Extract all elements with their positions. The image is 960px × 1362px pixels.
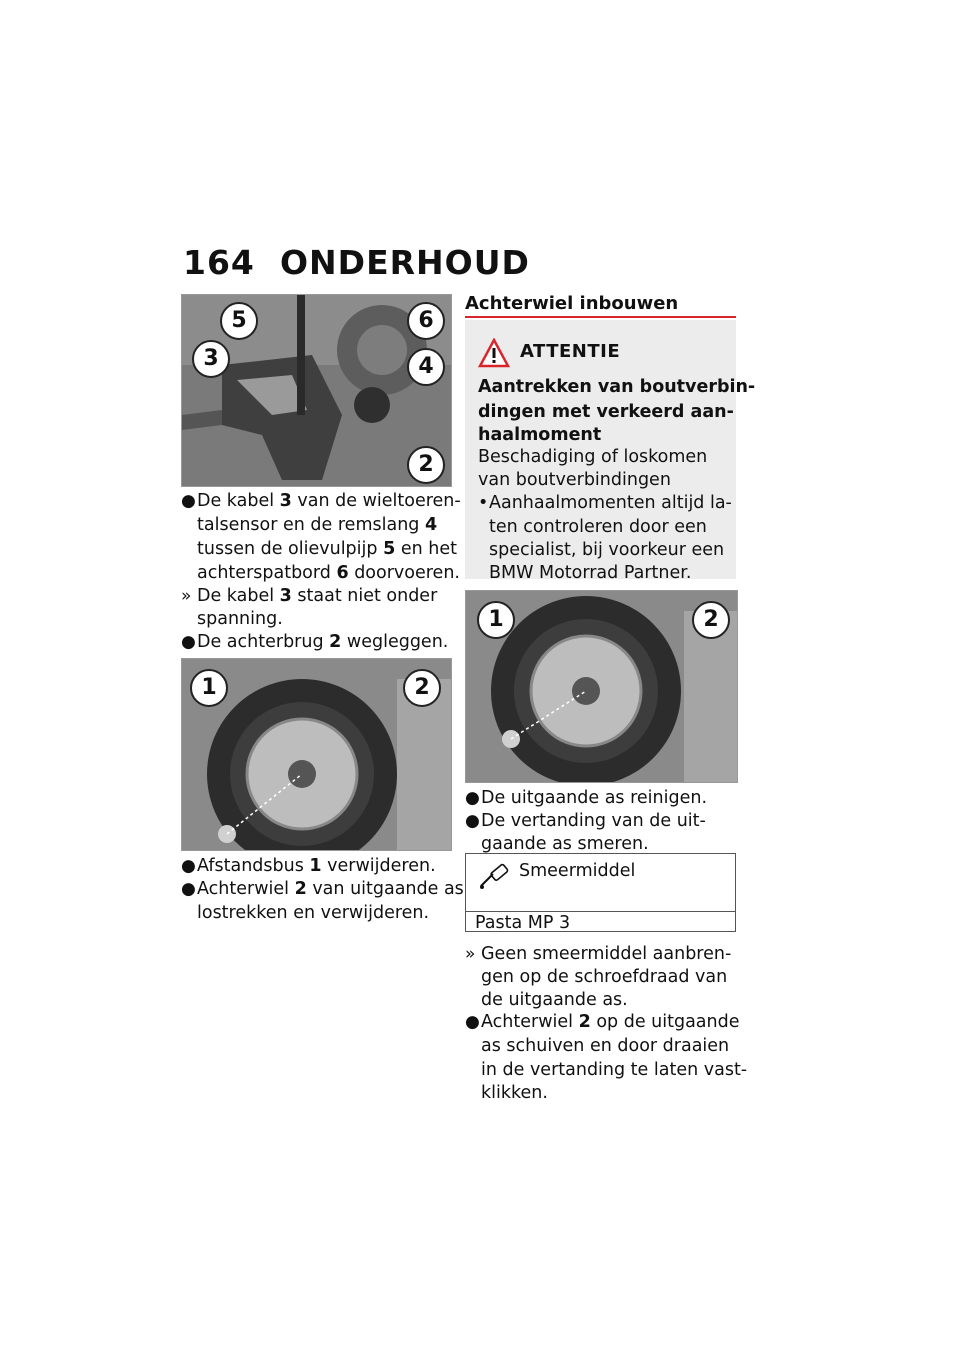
step-line: ● De kabel 3 van de wieltoeren-	[181, 491, 461, 511]
step-line: » Geen smeermiddel aanbren-	[465, 944, 732, 964]
warning-bullet: specialist, bij voorkeur een	[489, 540, 725, 560]
page-number: 164	[183, 243, 255, 282]
callout-2: 2	[692, 601, 730, 639]
section-rule	[465, 316, 736, 318]
step-line: ● De vertanding van de uit-	[465, 811, 706, 831]
warning-bullet: ten controleren door een	[489, 517, 707, 537]
callout-2: 2	[407, 446, 445, 484]
callout-2: 2	[403, 669, 441, 707]
step-line: tussen de olievulpijp 5 en het	[197, 539, 457, 559]
warning-heading: haalmoment	[478, 425, 602, 445]
step-line: ● De achterbrug 2 wegleggen.	[181, 632, 449, 652]
warning-label: ATTENTIE	[520, 341, 621, 362]
warning-body: van boutverbindingen	[478, 470, 671, 490]
warning-heading: Aantrekken van boutverbin-	[478, 377, 756, 397]
step-line: ● De uitgaande as reinigen.	[465, 788, 708, 808]
step-line: ● Achterwiel 2 op de uitgaande	[465, 1012, 740, 1032]
lubricant-label: Smeermiddel	[519, 861, 636, 881]
warning-heading: dingen met verkeerd aan-	[478, 402, 734, 422]
warning-bullet: BMW Motorrad Partner.	[489, 563, 692, 583]
callout-1: 1	[190, 669, 228, 707]
section-heading: Achterwiel inbouwen	[465, 293, 679, 314]
step-line: de uitgaande as.	[481, 990, 628, 1010]
step-line: ● Afstandsbus 1 verwijderen.	[181, 856, 436, 876]
step-line: talsensor en de remslang 4	[197, 515, 438, 535]
step-line: spanning.	[197, 609, 283, 629]
grease-gun-icon	[479, 862, 511, 890]
section-title: ONDERHOUD	[280, 243, 530, 282]
callout-6: 6	[407, 302, 445, 340]
step-line: in de vertanding te laten vast-	[481, 1060, 748, 1080]
callout-4: 4	[407, 348, 445, 386]
lubricant-value: Pasta MP 3	[475, 913, 571, 933]
step-line: gaande as smeren.	[481, 834, 649, 854]
step-line: achterspatbord 6 doorvoeren.	[197, 563, 460, 583]
step-line: gen op de schroefdraad van	[481, 967, 728, 987]
callout-3: 3	[192, 340, 230, 378]
warning-triangle-icon	[478, 338, 510, 368]
step-line: lostrekken en verwijderen.	[197, 903, 430, 923]
step-line: klikken.	[481, 1083, 548, 1103]
callout-5: 5	[220, 302, 258, 340]
warning-bullet: Aanhaalmomenten altijd la-	[489, 493, 732, 513]
callout-1: 1	[477, 601, 515, 639]
step-line: » De kabel 3 staat niet onder	[181, 586, 438, 606]
step-line: as schuiven en door draaien	[481, 1036, 730, 1056]
warning-bullet-mark: •	[478, 493, 489, 513]
warning-body: Beschadiging of loskomen	[478, 447, 708, 467]
step-line: ● Achterwiel 2 van uitgaande as	[181, 879, 464, 899]
